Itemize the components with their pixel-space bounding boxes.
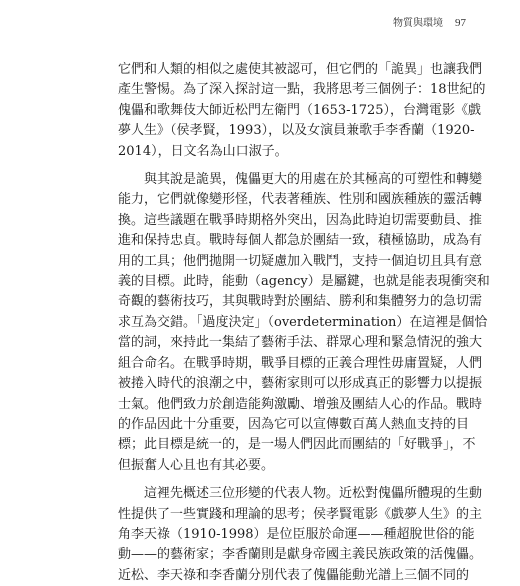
text-line: 2014），日文名為山口淑子。 <box>118 143 288 159</box>
running-title: 物質與環境 <box>393 18 443 29</box>
paragraph-1 <box>118 60 486 162</box>
paragraph-2 <box>118 170 490 476</box>
text-line: 近松、李天祿和李香蘭分別代表了傀儡能動光譜上三個不同的 <box>118 567 470 583</box>
text-line: 標；此目標是統一的，是一場人們因此而團結的「好戰爭」，不 <box>118 437 476 453</box>
text-line: 角李天祿（1910-1998）是位臣服於命運——種超脫世俗的能 <box>118 526 475 542</box>
text-line: 與其說是詭異，傀儡更大的用處在於其極高的可塑性和轉變 <box>144 172 483 188</box>
text-line: 傀儡和歌舞伎大師近松門左衛門（1653-1725），台灣電影《戲 <box>118 102 482 118</box>
text-line: 但振奮人心且也有其必要。 <box>118 457 275 473</box>
text-line: 能力，它們就像變形怪，代表著種族、性別和國族種族的靈活轉 <box>118 192 483 208</box>
text-line: 產生警惕。為了深入探討這一點，我將思考三個例子：18世紀的 <box>118 82 486 98</box>
page-number: 97 <box>455 17 466 29</box>
text-line: 性提供了一些實踐和理論的思考；侯孝賢電影《戲夢人生》的主 <box>118 506 483 522</box>
text-line: 動——的藝術家；李香蘭則是獻身帝國主義民族政策的活傀儡。 <box>118 547 483 563</box>
paragraph-3 <box>118 484 483 586</box>
text-line: 義的目標。此時，能動（agency）是屬鍵，也就是能表現衝突和 <box>118 274 490 290</box>
text-line: 當的詞，來持此一集結了藝術手法、群眾心理和緊急情況的強大 <box>118 335 483 351</box>
text-line: 它們和人類的相似之處使其被認可，但它們的「詭異」也讓我們 <box>118 62 483 77</box>
text-line: 奇觀的藝術技巧，其與戰時對於團結、勝利和集體努力的急切需 <box>118 294 483 310</box>
running-header <box>393 14 466 29</box>
text-line: 被捲入時代的浪潮之中，藝術家則可以形成真正的影響力以提振 <box>118 376 483 392</box>
text-line: 這裡先概述三位形變的代表人物。近松對傀儡所體現的生動 <box>144 486 483 502</box>
text-line: 士氣。他們致力於創造能夠激勵、增強及團結人心的作品。戰時 <box>118 396 483 412</box>
text-line: 夢人生》（侯孝賢，1993），以及女演員兼歌手李香蘭（1920- <box>118 123 475 139</box>
text-line: 求互為交錯。「過度決定」（overdetermination）在這裡是個恰 <box>118 314 488 330</box>
text-line: 組合命名。在戰爭時期，戰爭目標的正義合理性毋庸置疑，人們 <box>118 355 483 371</box>
text-line: 換。這些議題在戰爭時期格外突出，因為此時迫切需要動員、推 <box>118 212 483 228</box>
text-line: 的作品因此十分重要，因為它可以宣傳數百萬人熱血支持的目 <box>118 416 470 432</box>
body-text <box>118 60 490 586</box>
text-line: 進和保持忠貞。戰時每個人都急於團結一致，積極協助，成為有 <box>118 233 483 249</box>
text-line: 用的工具；他們拋開一切疑慮加入戰鬥，支持一個迫切且具有意 <box>118 253 483 269</box>
